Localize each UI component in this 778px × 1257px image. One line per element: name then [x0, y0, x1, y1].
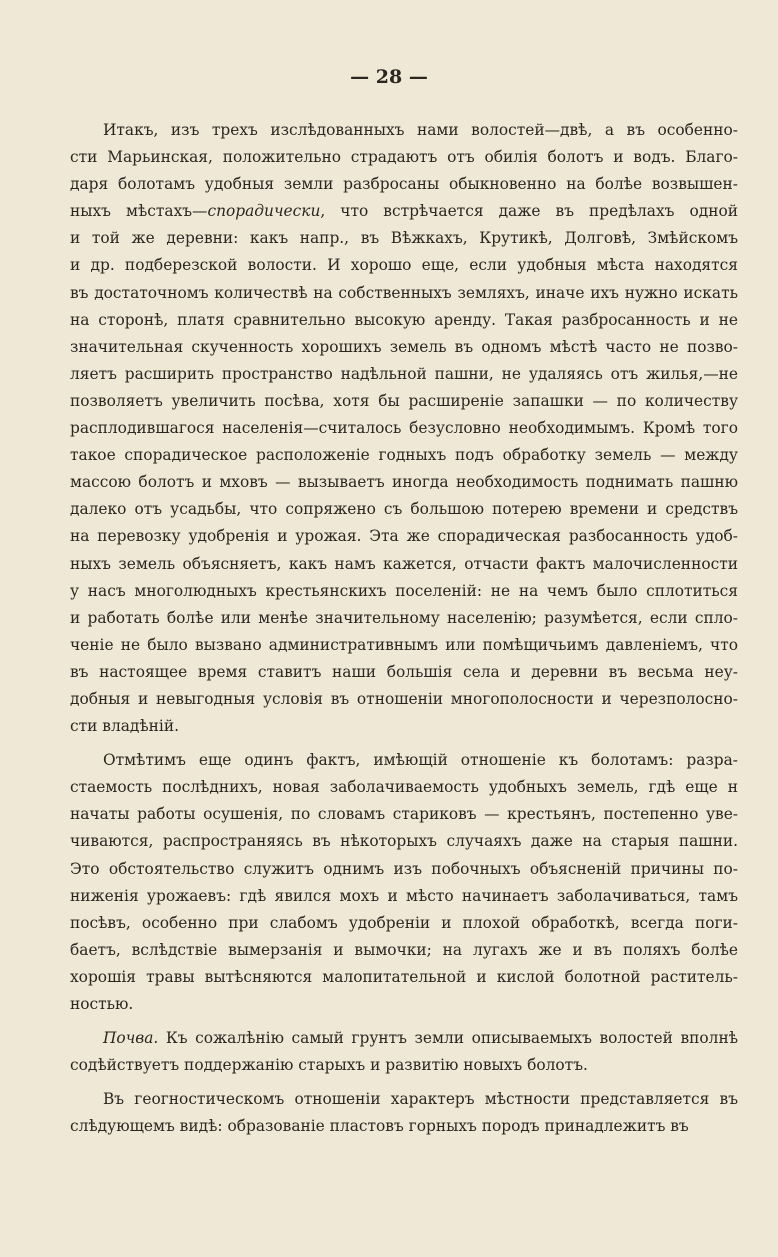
text-line: массою болотъ и мховъ — вызываетъ иногда необходимость поднимать пашню [70, 473, 738, 492]
text-line: такое спорадическое расположеніе годныхъ подъ обработку земель — между [70, 446, 738, 465]
italic-emphasis: спорадически [207, 202, 321, 221]
paragraph [70, 1025, 738, 1079]
text-line: расплодившагося населенія—считалось безусловно необходимымъ. Кромѣ того [70, 419, 738, 438]
text-line: ниженія урожаевъ: гдѣ явился мохъ и мѣсто начинаетъ заболачиваться, тамъ [70, 886, 738, 905]
text-line: посѣвъ, особенно при слабомъ удобреніи и плохой обработкѣ, всегда поги- [70, 913, 738, 932]
text-line: позволяетъ увеличить посѣва, хотя бы расширеніе запашки — по количеству [70, 391, 738, 410]
text-line: чиваются, распространяясь въ нѣкоторыхъ случаяхъ даже на старыя пашни. [70, 832, 738, 851]
text-line: въ достаточномъ количествѣ на собственныхъ земляхъ, иначе ихъ нужно искать [70, 283, 738, 302]
page-number: — 28 — [350, 66, 428, 88]
line-text-after: Къ сожалѣнію самый грунтъ земли описываемыхъ волостей вполнѣ [158, 1029, 738, 1048]
text-line [70, 1025, 738, 1052]
line-text-before: ныхъ мѣстахъ— [70, 202, 208, 221]
text-line: Это обстоятельство служитъ однимъ изъ побочныхъ объясненій причины по- [70, 859, 738, 878]
text-line: слѣдующемъ видѣ: образованіе пластовъ горныхъ породъ принадлежитъ въ [70, 1117, 689, 1136]
text-line: ностью. [70, 995, 134, 1013]
text-line: въ настоящее время ставитъ наши большія села и деревни въ весьма неу- [70, 662, 738, 681]
text-line: Въ геогностическомъ отношеніи характеръ мѣстности представляется въ [103, 1090, 738, 1109]
text-line: содѣйствуетъ поддержанію старыхъ и развитію новыхъ болотъ. [70, 1056, 588, 1075]
text-line: сти владѣній. [70, 717, 179, 736]
body-text [70, 117, 738, 1140]
text-line: ченіе не было вызвано административнымъ или помѣщичьимъ давленіемъ, что [70, 635, 738, 654]
text-line: добныя и невыгодныя условія въ отношеніи многополосности и черезполосно- [70, 689, 738, 708]
text-line: ныхъ земель объясняетъ, какъ намъ кажется, отчасти фактъ малочисленности [70, 554, 738, 573]
text-line: даря болотамъ удобныя земли разбросаны обыкновенно на болѣе возвышен- [70, 175, 738, 194]
paragraph [70, 747, 738, 1018]
text-line: у насъ многолюдныхъ крестьянскихъ поселеній: не на чемъ было сплотиться [70, 581, 738, 600]
text-line: хорошія травы вытѣсняются малопитательной и кислой болотной раститель- [70, 967, 738, 986]
text-line: ляетъ расширить пространство надѣльной пашни, не удаляясь отъ жилья,—не [70, 364, 738, 383]
text-line: баетъ, вслѣдствіе вымерзанія и вымочки; на лугахъ же и въ поляхъ болѣе [70, 940, 738, 959]
text-line: на перевозку удобренія и урожая. Эта же спорадическая разбосанность удоб- [70, 527, 738, 546]
text-line: на сторонѣ, платя сравнительно высокую аренду. Такая разбросанность и не [70, 310, 738, 329]
text-line: далеко отъ усадьбы, что сопряжено съ большою потерею времени и средствъ [70, 500, 738, 519]
paragraph [70, 117, 738, 740]
text-line: стаемость послѣднихъ, новая заболачиваемость удобныхъ земель, гдѣ еще н [70, 778, 738, 797]
text-line: и работать болѣе или менѣе значительному населенію; разумѣется, если спло- [70, 608, 738, 627]
paragraph [70, 1086, 738, 1140]
text-line: и той же деревни: какъ напр., въ Вѣжкахъ, Крутикѣ, Долговѣ, Змѣйскомъ [70, 229, 738, 248]
italic-emphasis: Почва. [103, 1029, 159, 1048]
text-line [70, 198, 738, 225]
text-line: значительная скученность хорошихъ земель въ одномъ мѣстѣ часто не позво- [70, 337, 738, 356]
text-line: и др. подберезской волости. И хорошо еще, если удобныя мѣста находятся [70, 256, 738, 275]
line-text-after: , что встрѣчается даже въ предѣлахъ одной [320, 202, 738, 221]
text-line: Итакъ, изъ трехъ изслѣдованныхъ нами волостей—двѣ, а въ особенно- [103, 121, 738, 139]
text-line: Отмѣтимъ еще одинъ фактъ, имѣющій отношеніе къ болотамъ: разра- [103, 751, 738, 770]
text-line: начаты работы осушенія, по словамъ стариковъ — крестьянъ, постепенно уве- [70, 805, 738, 824]
text-line: сти Марьинская, положительно страдаютъ отъ обилія болотъ и водъ. Благо- [70, 148, 738, 167]
